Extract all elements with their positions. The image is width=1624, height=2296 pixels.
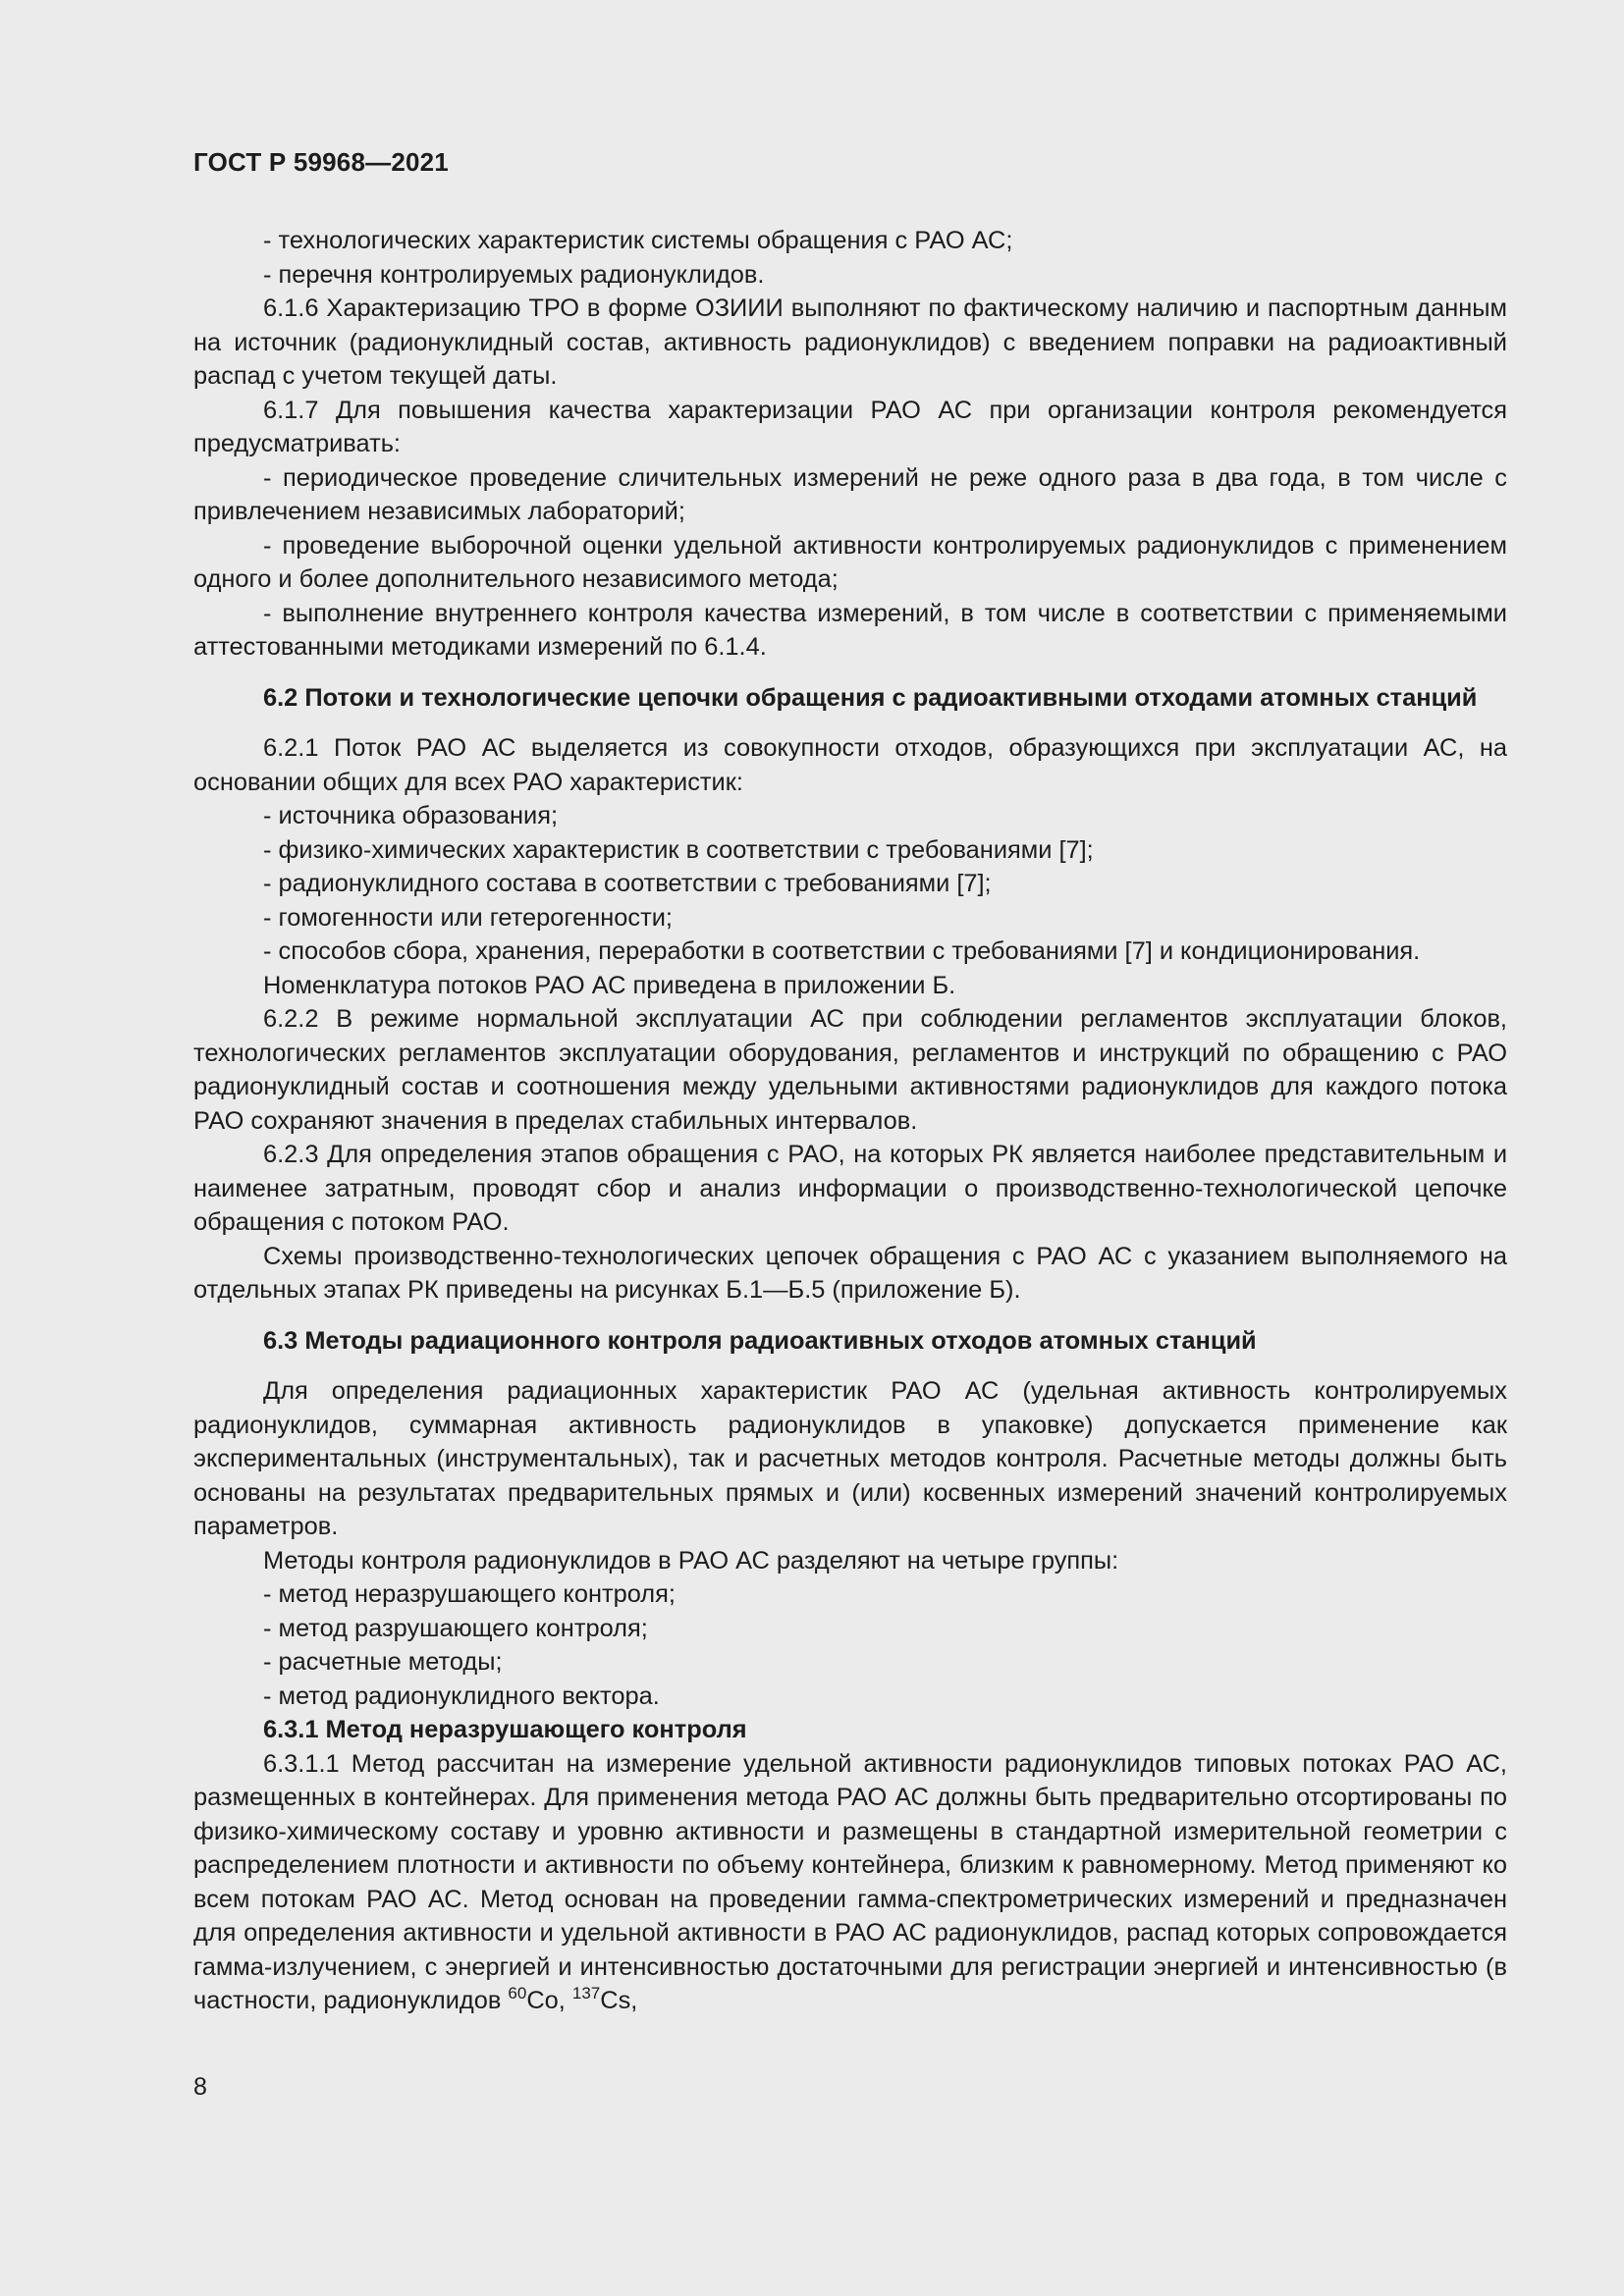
isotope-mass-co: 60	[508, 1984, 527, 2002]
paragraph-schemes: Схемы производственно-технологических цепочек обращения с РАО АС с указанием выполняемого на отдельных этапах РК приведены на рисунках Б.1—Б.5 (приложение Б).	[193, 1242, 1507, 1304]
paragraph-6-3-1-1-text: 6.3.1.1 Метод рассчитан на измерение удельной активности радионуклидов типовых потоках РАО АС, размещенных в контейнерах. Для применения метода РАО АС должны быть предварительно отсортированы по физико-химическому составу и уровню активности и размещены в стандартной измерительной геометрии с распределением плотности и активности по объему контейнера, близким к равномерному. Метод применяют ко всем потокам РАО АС. Метод основан на проведении гамма-спектрометрических измерений и предназначен для определения активности и удельной активности в РАО АС радионуклидов, распад которых сопровождается гамма-излучением, с энергией и интенсивностью достаточными для регистрации энергией и интенсивностью (в частности, радионуклидов	[193, 1749, 1507, 2014]
list-item: - перечня контролируемых радионуклидов.	[263, 260, 765, 289]
paragraph-6-1-6: 6.1.6 Характеризацию ТРО в форме ОЗИИИ выполняют по фактическому наличию и паспортным данным на источник (радионуклидный состав, активность радионуклидов) с введением поправки на радиоактивный распад с учетом текущей даты.	[193, 294, 1507, 390]
page-number: 8	[193, 2073, 207, 2101]
element-co: Co,	[526, 1987, 572, 2014]
isotope-mass-cs: 137	[571, 1984, 601, 2002]
list-item: - метод радионуклидного вектора.	[263, 1682, 660, 1710]
list-item: - выполнение внутреннего контроля качества измерений, в том числе в соответствии с применяемыми аттестованными методиками измерений по 6.1.4.	[193, 599, 1507, 661]
paragraph-6-2-1: 6.2.1 Поток РАО АС выделяется из совокупности отходов, образующихся при эксплуатации АС, на основании общих для всех РАО характеристик:	[193, 734, 1507, 796]
paragraph-6-3-groups: Методы контроля радионуклидов в РАО АС разделяют на четыре группы:	[263, 1546, 1119, 1575]
section-heading-6-2: 6.2 Потоки и технологические цепочки обращения с радиоактивными отходами атомных станций	[263, 683, 1478, 712]
paragraph-6-1-7: 6.1.7 Для повышения качества характеризации РАО АС при организации контроля рекомендуется предусматривать:	[193, 396, 1507, 457]
list-item: - гомогенности или гетерогенности;	[263, 903, 673, 932]
list-item: - периодическое проведение сличительных измерений не реже одного раза в два года, в том числе с привлечением независимых лабораторий;	[193, 463, 1507, 525]
list-item: - источника образования;	[263, 802, 559, 829]
subsection-heading-6-3-1: 6.3.1 Метод неразрушающего контроля	[263, 1716, 747, 1743]
paragraph-nomenclature: Номенклатура потоков РАО АС приведена в приложении Б.	[263, 971, 956, 999]
paragraph-6-3-intro: Для определения радиационных характеристик РАО АС (удельная активность контролируемых радионуклидов, суммарная активность радионуклидов в упаковке) допускается применение как экспериментальных (инструментальных), так и расчетных методов контроля. Расчетные методы должны быть основаны на результатах предварительных прямых и (или) косвенных измерений значений контролируемых параметров.	[193, 1377, 1507, 1540]
section-heading-6-3: 6.3 Методы радиационного контроля радиоактивных отходов атомных станций	[263, 1326, 1257, 1355]
paragraph-6-2-2: 6.2.2 В режиме нормальной эксплуатации АС при соблюдении регламентов эксплуатации блоков, технологических регламентов эксплуатации оборудования, регламентов и инструкций по обращению с РАО радионуклидный состав и соотношения между удельными активностями радионуклидов для каждого потока РАО сохраняют значения в пределах стабильных интервалов.	[193, 1005, 1507, 1135]
paragraph-6-3-1-1	[193, 1747, 1507, 2018]
document-body	[193, 224, 1507, 2018]
list-item: - способов сбора, хранения, переработки в соответствии с требованиями [7] и кондиционирования.	[263, 937, 1421, 965]
element-cs: Cs,	[600, 1987, 638, 2014]
list-item: - технологических характеристик системы обращения с РАО АС;	[263, 227, 1013, 254]
document-header: ГОСТ Р 59968—2021	[193, 147, 449, 177]
list-item: - радионуклидного состава в соответствии с требованиями [7];	[263, 870, 992, 897]
list-item: - проведение выборочной оценки удельной активности контролируемых радионуклидов с применением одного и более дополнительного независимого метода;	[193, 531, 1507, 593]
list-item: - физико-химических характеристик в соответствии с требованиями [7];	[263, 835, 1094, 864]
paragraph-6-2-3: 6.2.3 Для определения этапов обращения с РАО, на которых РК является наиболее представительным и наименее затратным, проводят сбор и анализ информации о производственно-технологической цепочке обращения с потоком РАО.	[193, 1141, 1507, 1236]
list-item: - расчетные методы;	[263, 1648, 503, 1676]
list-item: - метод разрушающего контроля;	[263, 1614, 648, 1642]
list-item: - метод неразрушающего контроля;	[263, 1580, 676, 1608]
